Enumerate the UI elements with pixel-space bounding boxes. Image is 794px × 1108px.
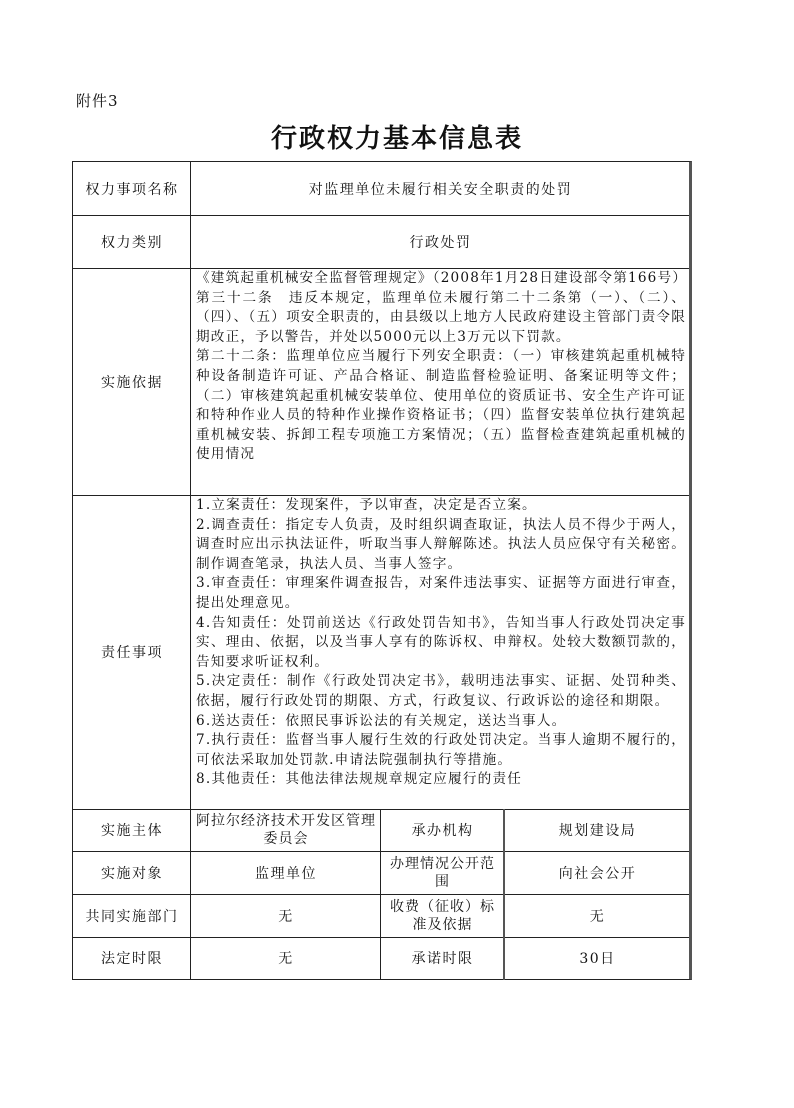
disclosure-scope-label: 办理情况公开范围 <box>390 855 495 890</box>
page-title: 行政权力基本信息表 <box>270 124 523 154</box>
responsibilities-text <box>191 496 690 809</box>
responsibility-item: 1.立案责任：发现案件，予以审查，决定是否立案。 <box>196 497 537 513</box>
basis-paragraph: 第二十二条：监理单位应当履行下列安全职责：（一）审核建筑起重机械特种设备制造许可证、产品合格证、制造监督检验证明、备案证明等文件；（二）审核建筑起重机械安装单位、使用单位的资质证书、安全生产许可证和特种作业人员的特种作业操作资格证书；（四）监督安装单位执行建筑起重机械安装、拆卸工程专项施工方案情况；（五）监督检查建筑起重机械的使用情况 <box>196 348 686 463</box>
joint-department-label: 共同实施部门 <box>85 908 179 925</box>
responsibility-item: 7.执行责任：监督当事人履行生效的行政处罚决定。当事人逾期不履行的，可依法采取加处罚款.申请法院强制执行等措施。 <box>196 732 686 768</box>
promised-time-limit-value: 30日 <box>579 951 616 967</box>
basis-label: 实施依据 <box>101 374 163 391</box>
responsibility-item: 8.其他责任：其他法律法规规章规定应履行的责任 <box>196 771 523 788</box>
fee-standard-label: 收费（征收）标准及依据 <box>390 898 495 933</box>
power-category-value: 行政处罚 <box>409 234 472 251</box>
basis-paragraph: 第三十二条 违反本规定，监理单位未履行第二十二条第（一）、（二）、（四）、（五）项安全职责的，由县级以上地方人民政府建设主管部门责令限期改正，予以警告，并处以5000元以上3万元以下罚款。 <box>196 289 686 345</box>
disclosure-scope-value: 向社会公开 <box>558 865 637 882</box>
responsibility-item: 5.决定责任：制作《行政处罚决定书》，载明违法事实、证据、处罚种类、依据，履行行政处罚的期限、方式，行政复议、行政诉讼的途径和期限。 <box>196 673 686 709</box>
info-table <box>72 161 692 980</box>
power-name-label: 权力事项名称 <box>85 181 179 198</box>
responsibility-item: 6.送达责任：依照民事诉讼法的有关规定，送达当事人。 <box>196 712 567 729</box>
joint-department-value: 无 <box>278 908 294 925</box>
fee-standard-value: 无 <box>589 908 606 925</box>
responsibility-item: 4.告知责任：处罚前送达《行政处罚告知书》，告知当事人行政处罚决定事实、理由、依据，以及当事人享有的陈诉权、申辩权。处较大数额罚款的，告知要求听证权利。 <box>196 614 686 670</box>
basis-paragraph: 《建筑起重机械安全监督管理规定》（2008年1月28日建设部令第166号） <box>196 270 688 286</box>
responsibility-item: 2.调查责任：指定专人负责，及时组织调查取证，执法人员不得少于两人，调查时应出示执法证件，听取当事人辩解陈述。执法人员应保守有关秘密。制作调查笔录，执法人员、当事人签字。 <box>196 516 686 572</box>
target-value: 监理单位 <box>255 865 317 882</box>
handling-agency-value: 规划建设局 <box>558 823 637 839</box>
promised-time-limit-label: 承诺时限 <box>411 951 474 967</box>
responsibility-item: 3.审查责任：审理案件调查报告，对案件违法事实、证据等方面进行审查，提出处理意见。 <box>196 575 686 611</box>
attachment-label: 附件3 <box>76 92 119 110</box>
power-name-value: 对监理单位未履行相关安全职责的处罚 <box>308 181 573 198</box>
legal-time-limit-value: 无 <box>278 951 294 967</box>
basis-text <box>191 269 690 495</box>
implementing-body-value: 阿拉尔经济技术开发区管理委员会 <box>196 813 376 847</box>
target-label: 实施对象 <box>101 865 163 882</box>
handling-agency-label: 承办机构 <box>411 823 474 839</box>
implementing-body-label: 实施主体 <box>101 823 163 839</box>
responsibilities-label: 责任事项 <box>101 645 163 661</box>
power-category-label: 权力类别 <box>101 234 163 251</box>
legal-time-limit-label: 法定时限 <box>101 951 163 967</box>
